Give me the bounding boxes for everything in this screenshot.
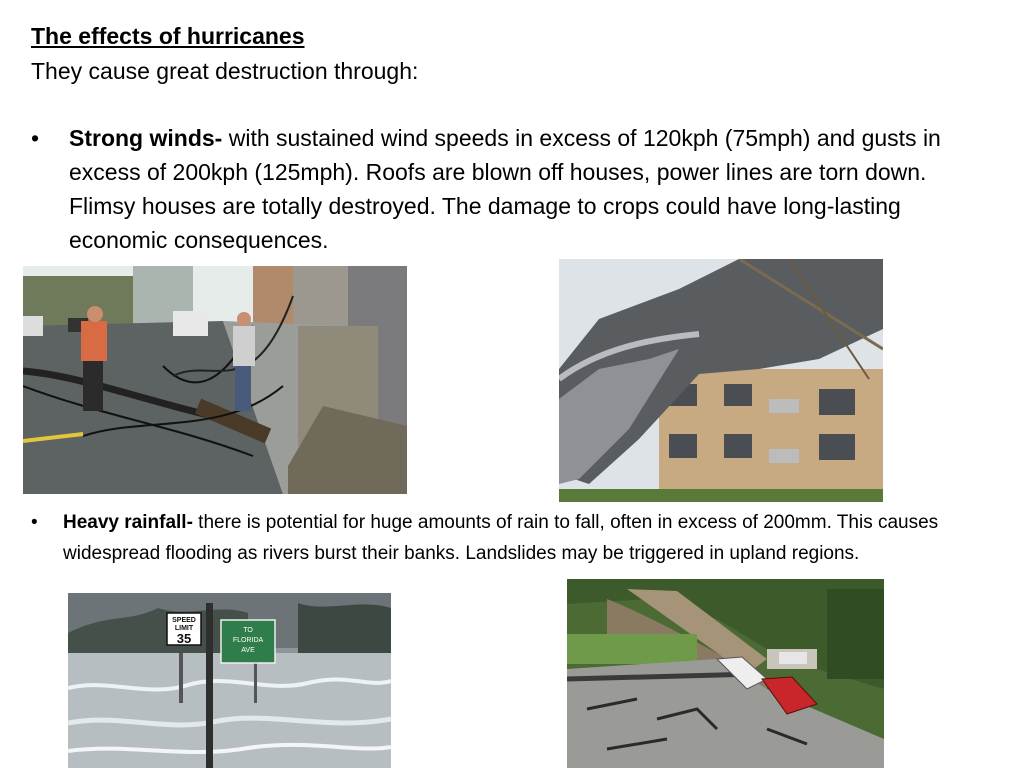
bullet-text	[69, 121, 991, 257]
slide-subtitle: They cause great destruction through:	[31, 58, 419, 84]
bullet-heading: Heavy rainfall-	[63, 512, 193, 533]
bullet-text	[63, 508, 991, 569]
bullet-heavy-rainfall	[31, 508, 991, 569]
slide-title: The effects of hurricanes	[31, 23, 305, 49]
photo-roof-torn-off	[559, 259, 883, 502]
photo-flooded-street-signs	[68, 593, 391, 768]
bullet-marker: •	[31, 512, 38, 533]
bullet-body: with sustained wind speeds in excess of 120kph (75mph) and gusts in excess of 200kph (125mph). Roofs are blown off houses, power lines are torn down. Flimsy houses are totally destroyed. The damage to crops could have long-lasting economic consequences.	[69, 125, 941, 253]
street-sign-line1: TO	[243, 627, 253, 634]
speed-sign-text-mid: LIMIT	[174, 625, 194, 632]
photo-landslide-cars	[567, 579, 884, 768]
street-sign-line2: FLORIDA	[232, 637, 264, 644]
bullet-body: there is potential for huge amounts of rain to fall, often in excess of 200mm. This causes widespread flooding as rivers burst their banks. Landslides may be triggered in upland regions.	[63, 512, 939, 564]
speed-sign-text-top: SPEED	[172, 617, 196, 624]
photo-fallen-power-lines	[23, 266, 407, 494]
speed-sign-number: 35	[176, 631, 192, 646]
bullet-strong-winds	[31, 121, 991, 257]
street-sign-line3: AVE	[241, 647, 255, 654]
bullet-heading: Strong winds-	[69, 125, 223, 151]
bullet-marker: •	[31, 125, 40, 151]
